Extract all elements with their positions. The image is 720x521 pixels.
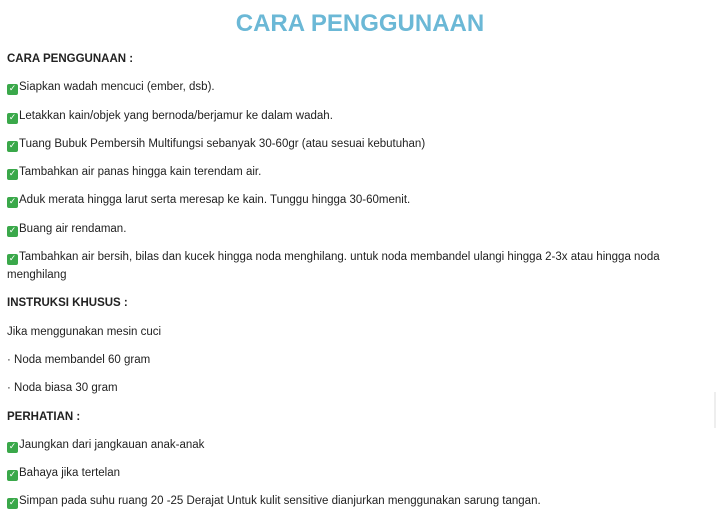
warning-item (7, 436, 687, 454)
usage-step-text: Aduk merata hingga larut serta meresap ke kain. Tunggu hingga 30-60menit. (19, 194, 411, 207)
usage-step (7, 135, 687, 153)
special-item: · Noda biasa 30 gram (7, 382, 118, 395)
usage-step (7, 220, 687, 238)
check-icon: ✓ (8, 140, 17, 151)
usage-step-text: Tuang Bubuk Pembersih Multifungsi sebanyak 30-60gr (atau sesuai kebutuhan) (19, 137, 426, 150)
warning-item-text: Simpan pada suhu ruang 20 -25 Derajat Untuk kulit sensitive dianjurkan menggunakan sarung tangan. (19, 495, 541, 508)
usage-step-text: Tambahkan air bersih, bilas dan kucek hingga noda menghilang. untuk noda membandel ulangi hingga 2-3x atau hingga noda menghilang (7, 251, 660, 282)
usage-step-text: Siapkan wadah mencuci (ember, dsb). (19, 81, 215, 94)
usage-heading: CARA PENGGUNAAN : (7, 53, 134, 65)
check-icon: ✓ (8, 169, 17, 180)
page-title: CARA PENGGUNAAN (235, 10, 485, 37)
check-icon: ✓ (8, 441, 17, 452)
warning-item-text: Bahaya jika tertelan (19, 467, 121, 480)
check-icon: ✓ (8, 84, 17, 95)
scrollbar-track[interactable] (714, 392, 716, 428)
check-icon: ✓ (8, 498, 17, 509)
usage-step (7, 78, 687, 96)
warning-item (7, 464, 687, 482)
warning-item-text: Jaungkan dari jangkauan anak-anak (19, 438, 205, 451)
special-item: · Noda membandel 60 gram (7, 353, 151, 366)
warning-item (7, 492, 687, 510)
check-icon: ✓ (8, 254, 17, 265)
check-icon: ✓ (8, 197, 17, 208)
special-heading: INSTRUKSI KHUSUS : (7, 297, 128, 310)
check-icon: ✓ (8, 112, 17, 123)
instructions-content (7, 50, 687, 521)
check-icon: ✓ (8, 470, 17, 481)
usage-step-text: Buang air rendaman. (19, 222, 127, 235)
special-intro: Jika menggunakan mesin cuci (7, 325, 162, 338)
warning-heading: PERHATIAN : (7, 410, 81, 423)
usage-step (7, 191, 687, 209)
usage-step (7, 248, 687, 284)
usage-step-text: Tambahkan air panas hingga kain terendam air. (19, 166, 262, 179)
check-icon: ✓ (8, 225, 17, 236)
usage-step (7, 107, 687, 125)
usage-step (7, 163, 687, 181)
usage-step-text: Letakkan kain/objek yang bernoda/berjamur ke dalam wadah. (19, 109, 333, 122)
